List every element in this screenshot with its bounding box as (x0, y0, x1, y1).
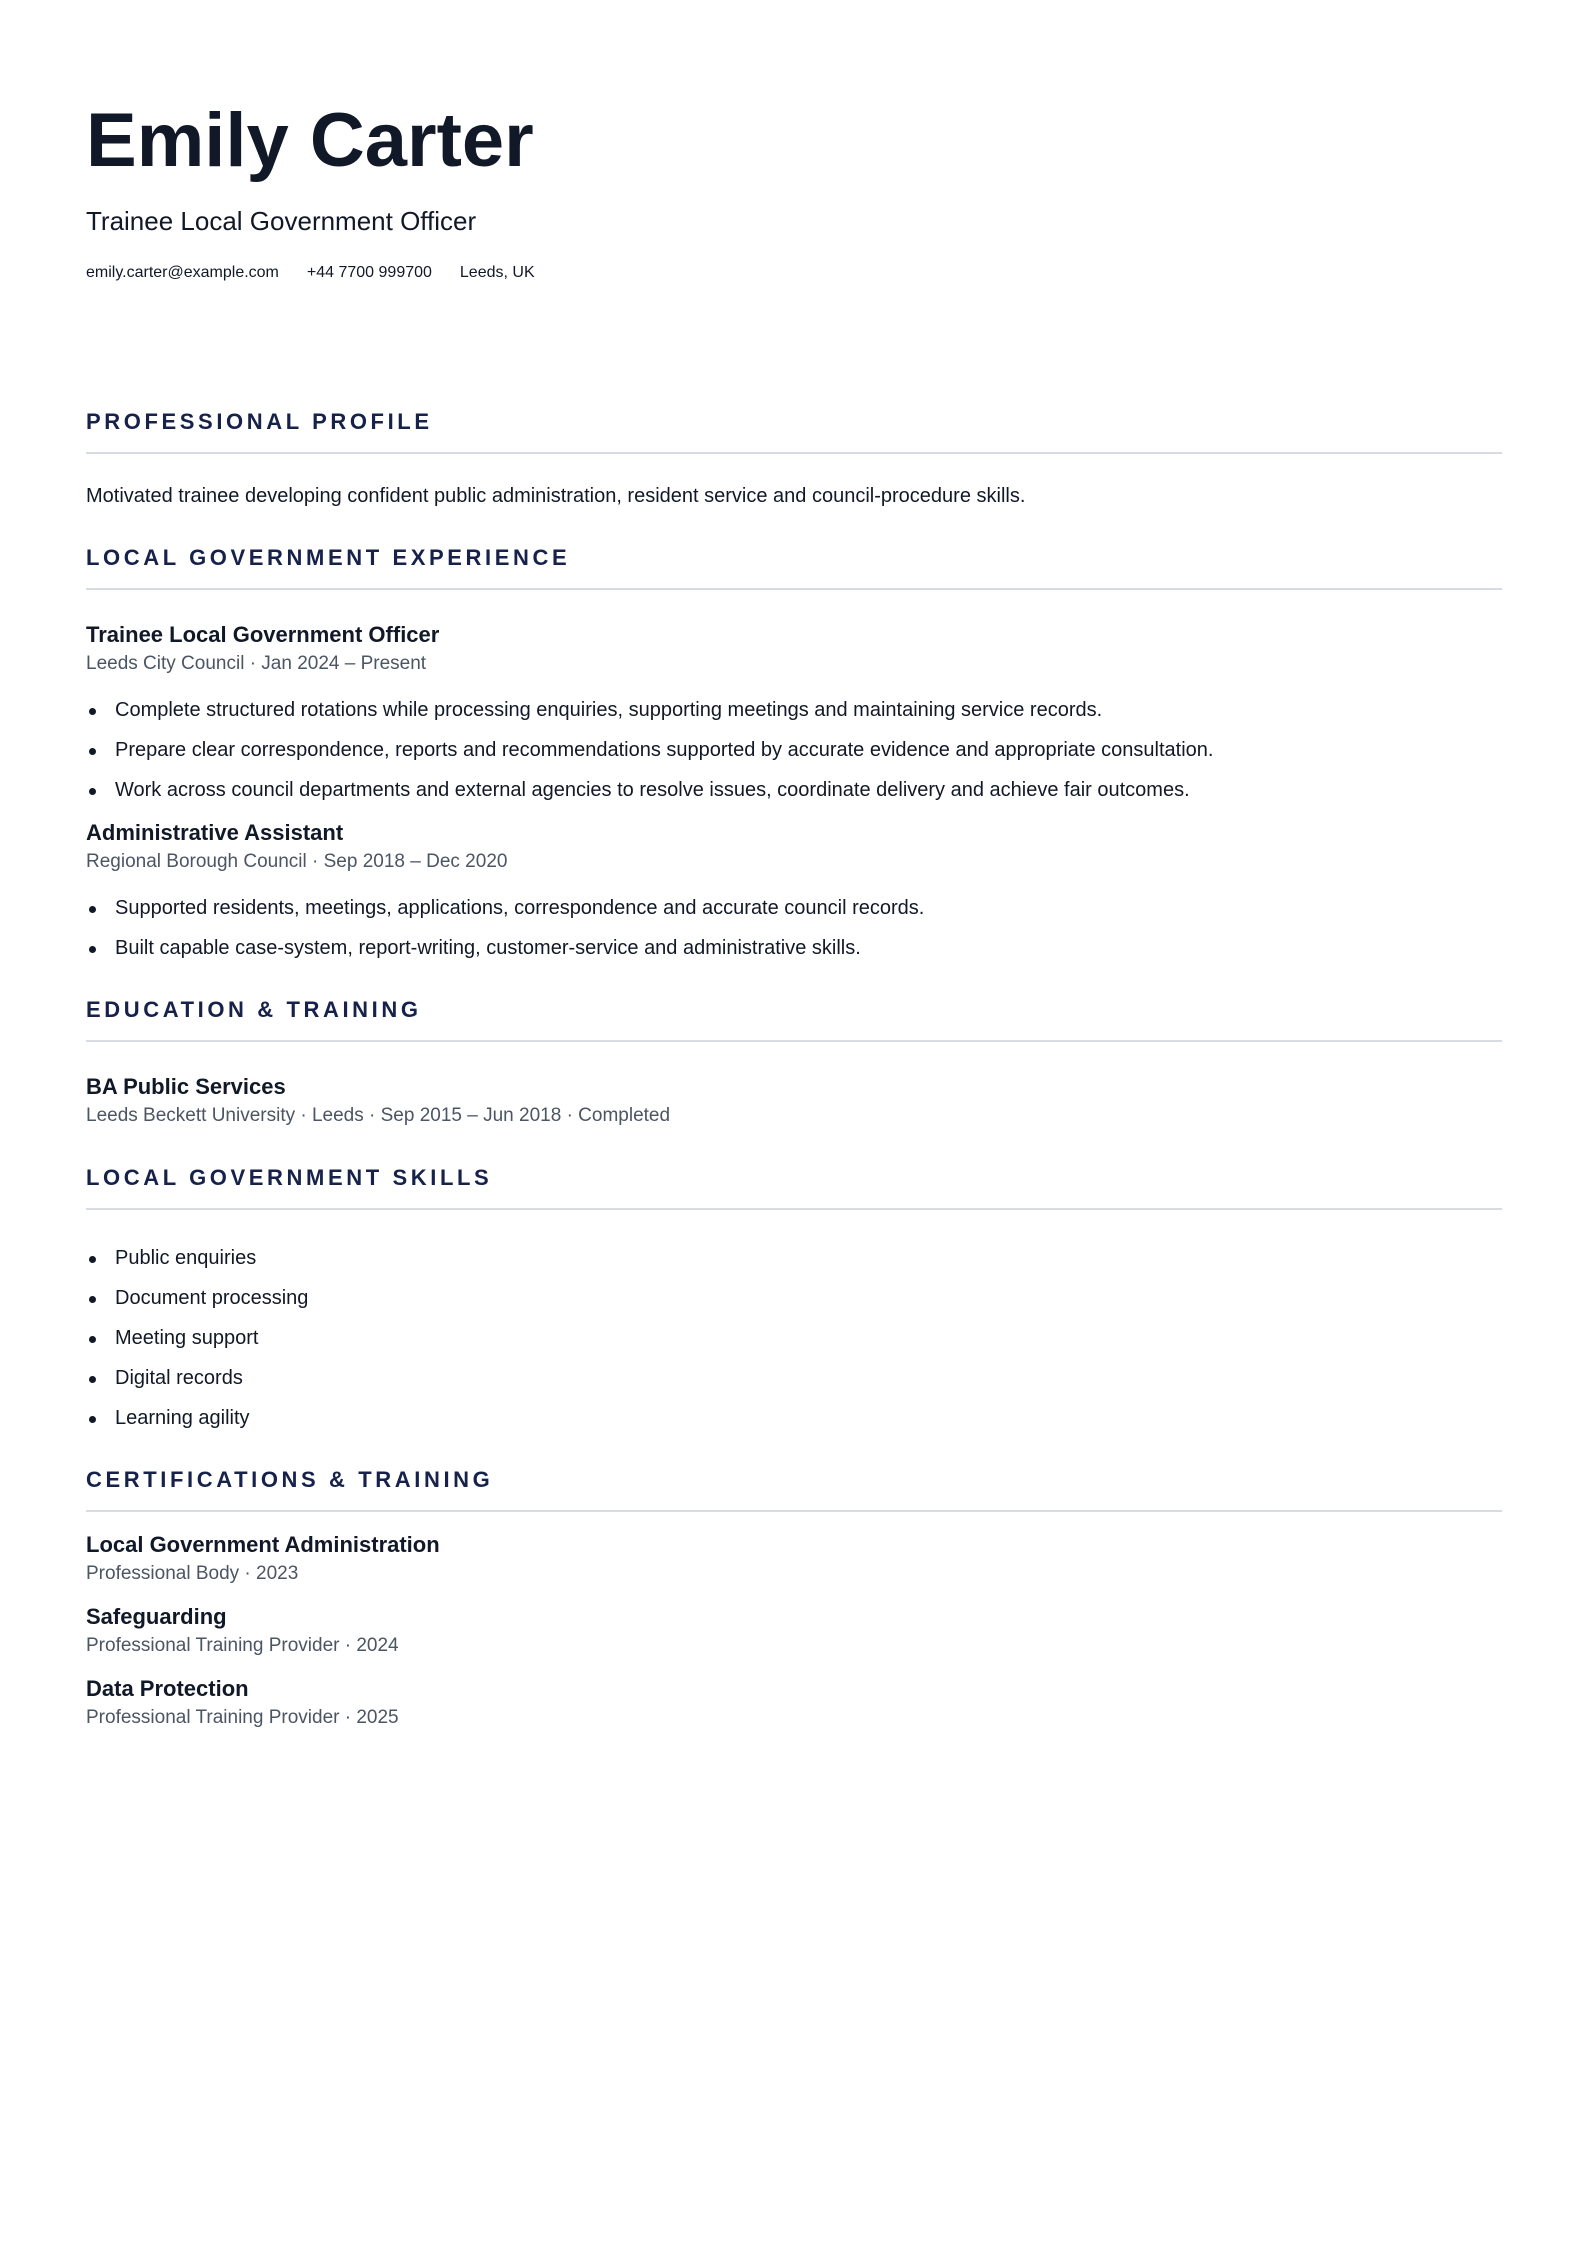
degree-title: BA Public Services (86, 1074, 286, 1099)
job-entry (86, 818, 1502, 962)
skill-item: Learning agility (86, 1404, 1502, 1432)
section-heading: CERTIFICATIONS & TRAINING (86, 1467, 494, 1492)
skill-item: Document processing (86, 1284, 1502, 1312)
job-bullet: Built capable case-system, report-writing, customer-service and administrative skills. (86, 934, 1502, 962)
certification-entry (86, 1674, 1502, 1732)
job-bullets (86, 894, 1502, 962)
skill-item: Meeting support (86, 1324, 1502, 1352)
section-divider (86, 452, 1502, 454)
job-meta: Leeds City Council · Jan 2024 – Present (86, 653, 427, 674)
resume-header (86, 0, 1502, 284)
job-bullet: Work across council departments and external agencies to resolve issues, coordinate delivery and achieve fair outcomes. (86, 776, 1502, 804)
section-divider (86, 1040, 1502, 1042)
certification-title: Data Protection (86, 1676, 249, 1701)
skill-item: Digital records (86, 1364, 1502, 1392)
job-entry (86, 620, 1502, 804)
skill-item: Public enquiries (86, 1244, 1502, 1272)
profile-section (86, 408, 1502, 510)
section-heading: LOCAL GOVERNMENT SKILLS (86, 1165, 493, 1190)
job-bullet: Complete structured rotations while processing enquiries, supporting meetings and maintaining service records. (86, 696, 1502, 724)
certification-meta: Professional Training Provider · 2025 (86, 1707, 399, 1728)
experience-body (86, 620, 1502, 962)
education-body (86, 1072, 1502, 1130)
contact-phone[interactable]: +44 7700 999700 (306, 264, 432, 281)
resume-sections (86, 408, 1502, 1732)
contact-info (86, 262, 1502, 284)
certification-title: Safeguarding (86, 1604, 227, 1629)
job-title: Administrative Assistant (86, 820, 344, 845)
certifications-body (86, 1530, 1502, 1732)
contact-location: Leeds, UK (459, 264, 535, 281)
job-title: Trainee Local Government Officer (86, 622, 440, 647)
section-divider (86, 588, 1502, 590)
profile-text: Motivated trainee developing confident public administration, resident service and council-procedure skills. (86, 485, 1026, 507)
certification-entry (86, 1602, 1502, 1660)
section-heading: EDUCATION & TRAINING (86, 997, 422, 1022)
certifications-section (86, 1466, 1502, 1732)
section-divider (86, 1208, 1502, 1210)
job-bullets (86, 696, 1502, 804)
skills-body (86, 1244, 1502, 1432)
section-heading: LOCAL GOVERNMENT EXPERIENCE (86, 545, 571, 570)
certification-title: Local Government Administration (86, 1532, 440, 1557)
contact-email[interactable]: emily.carter@example.com (86, 264, 279, 281)
section-divider (86, 1510, 1502, 1512)
job-bullet: Prepare clear correspondence, reports and recommendations supported by accurate evidence and appropriate consultation. (86, 736, 1502, 764)
candidate-name: Emily Carter (86, 98, 534, 183)
candidate-title: Trainee Local Government Officer (86, 206, 477, 236)
job-meta: Regional Borough Council · Sep 2018 – Dec 2020 (86, 851, 508, 872)
skills-list (86, 1244, 1502, 1432)
job-bullet: Supported residents, meetings, applications, correspondence and accurate council records. (86, 894, 1502, 922)
degree-meta: Leeds Beckett University · Leeds · Sep 2015 – Jun 2018 · Completed (86, 1105, 671, 1126)
education-entry (86, 1072, 1502, 1130)
certification-meta: Professional Body · 2023 (86, 1563, 299, 1584)
section-heading: PROFESSIONAL PROFILE (86, 409, 433, 434)
education-section (86, 996, 1502, 1130)
certification-entry (86, 1530, 1502, 1588)
skills-section (86, 1164, 1502, 1432)
experience-section (86, 544, 1502, 962)
profile-body (86, 482, 1502, 510)
certification-meta: Professional Training Provider · 2024 (86, 1635, 399, 1656)
